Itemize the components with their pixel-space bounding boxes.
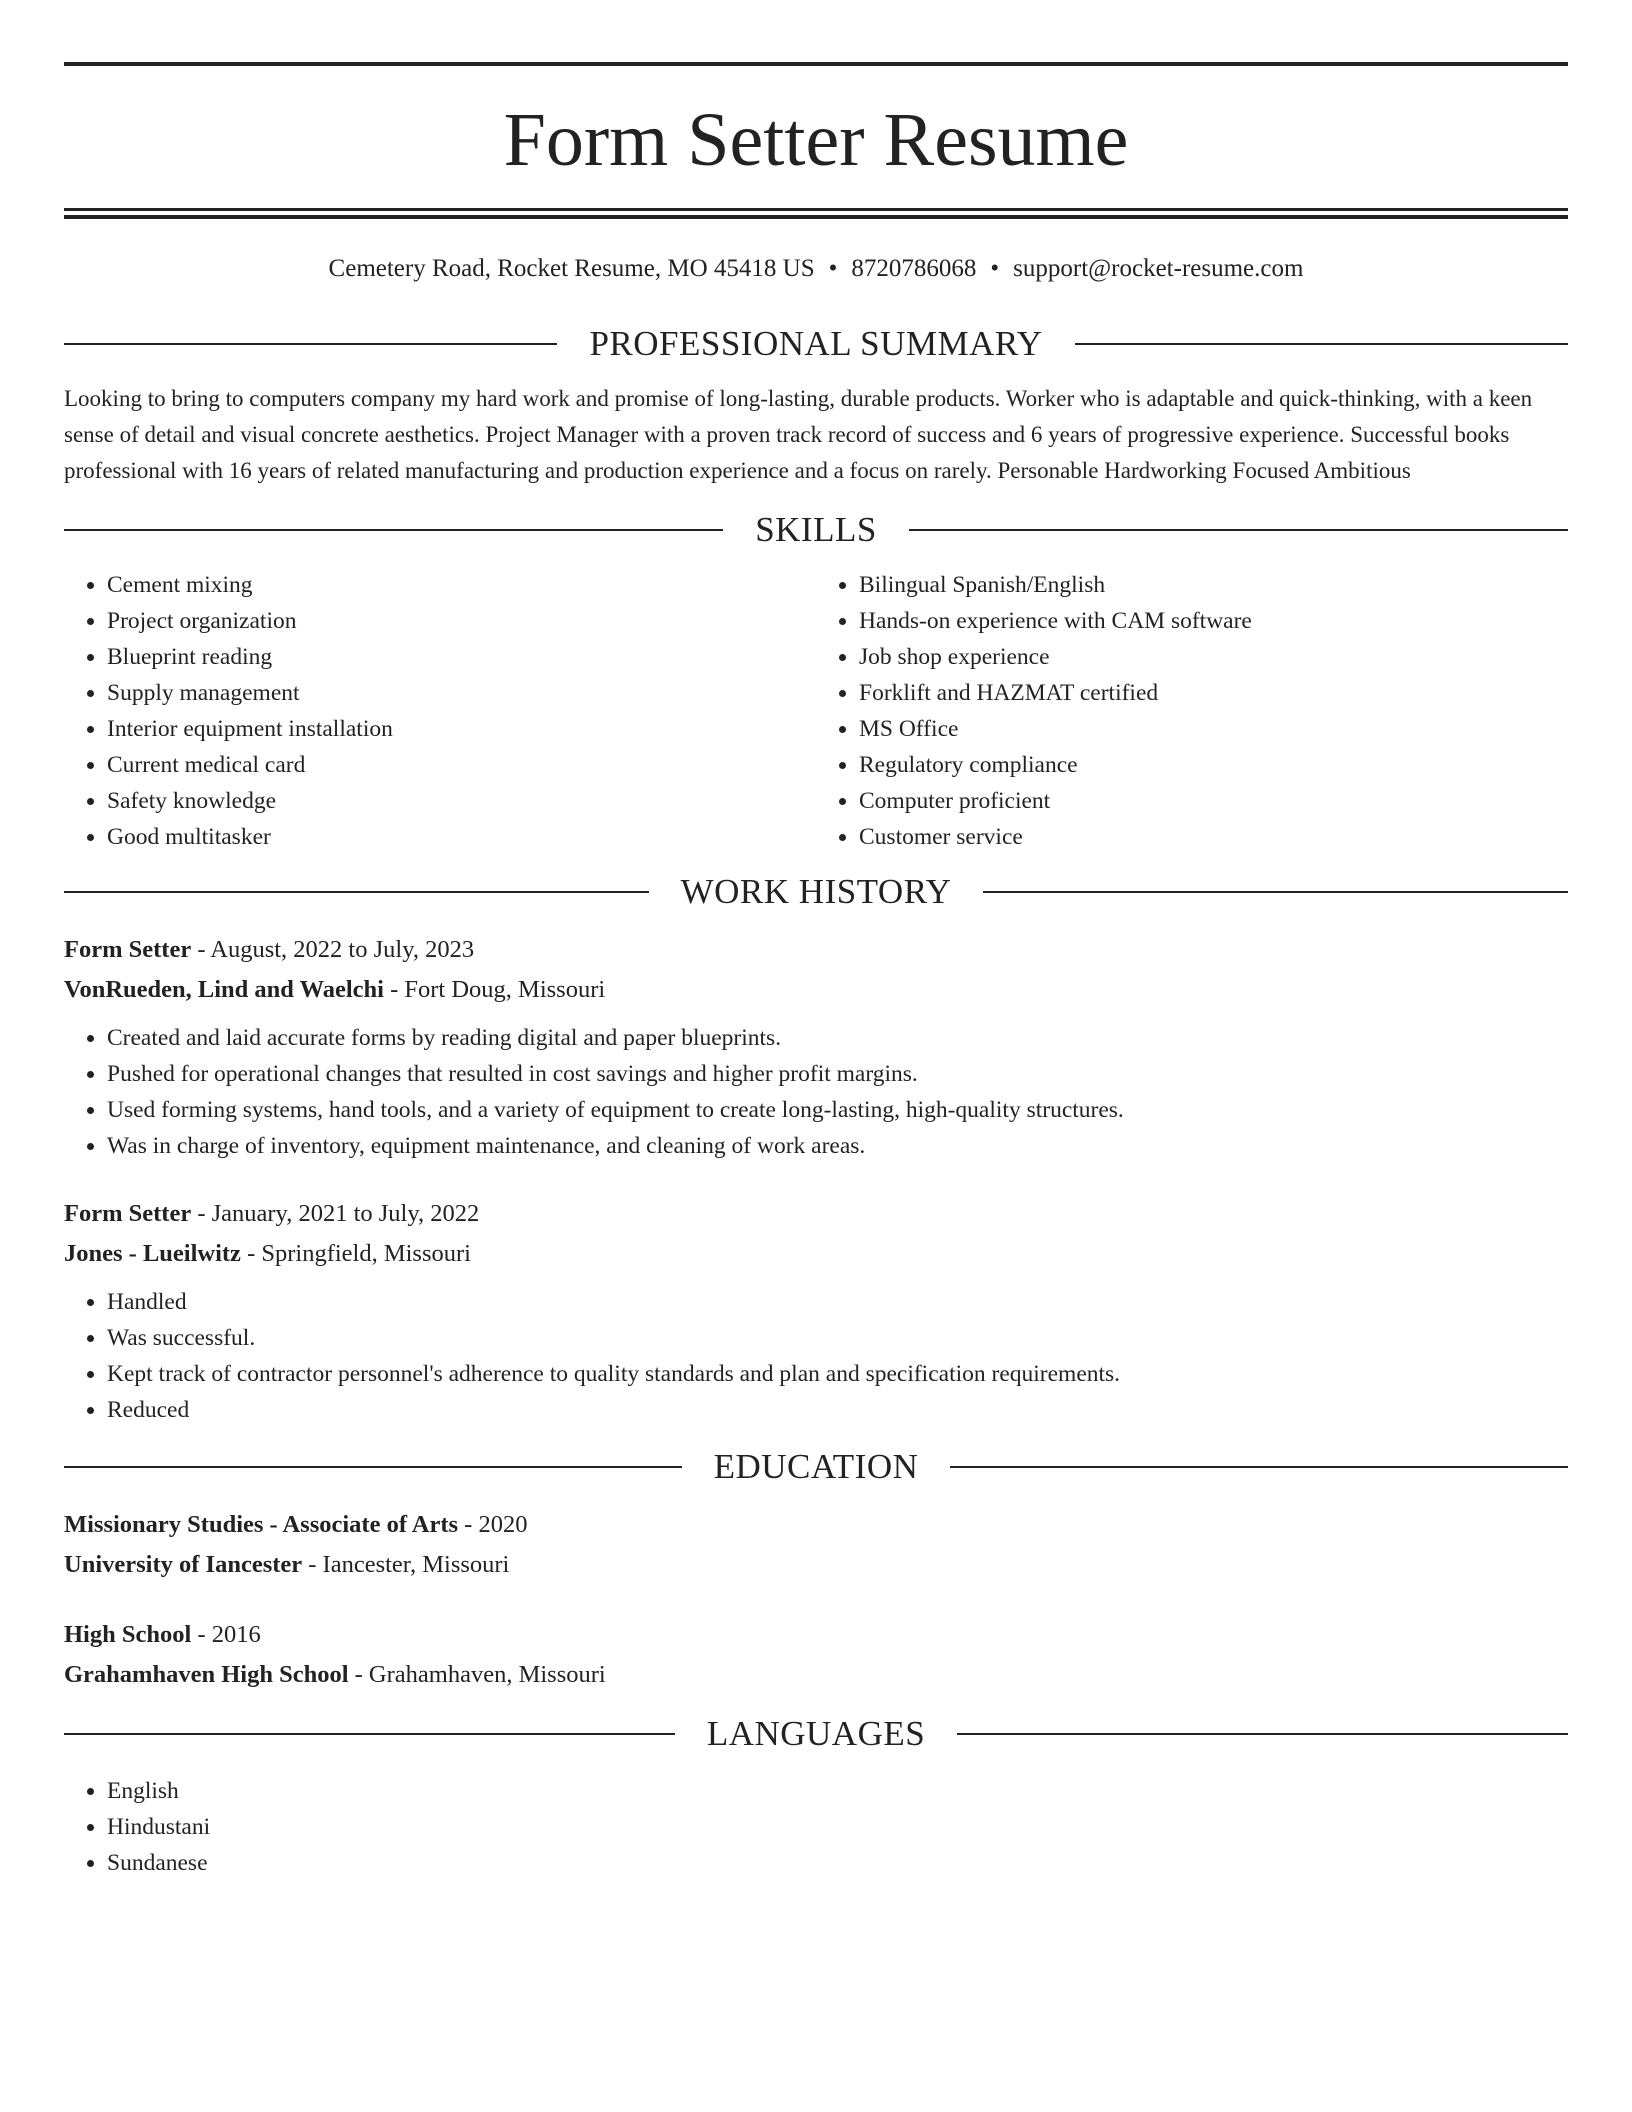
job-title: Form Setter: [64, 936, 192, 963]
list-item: • Reduced: [107, 1392, 1568, 1428]
heading-line: [64, 1466, 682, 1468]
job-entry: [64, 1194, 1568, 1428]
phone: 8720786068: [851, 255, 977, 282]
heading-line: [64, 891, 649, 893]
list-item: • Sundanese: [107, 1845, 1568, 1881]
list-item: • Kept track of contractor personnel's adherence to quality standards and plan and specification requirements.: [107, 1356, 1568, 1392]
job-dates: - August, 2022 to July, 2023: [191, 936, 475, 963]
school: University of Iancester: [64, 1551, 303, 1578]
list-item: • Pushed for operational changes that resulted in cost savings and higher profit margins.: [107, 1056, 1568, 1092]
section-title: LANGUAGES: [706, 1714, 926, 1753]
job-company-line: [64, 1234, 1568, 1274]
heading-line: [64, 343, 557, 345]
list-item: • Hindustani: [107, 1809, 1568, 1845]
degree: Missionary Studies - Associate of Arts: [64, 1511, 459, 1538]
heading-line: [64, 529, 723, 531]
resume-title: Form Setter Resume: [503, 98, 1129, 182]
languages-list: [64, 1773, 1568, 1881]
job-title: Form Setter: [64, 1200, 192, 1227]
skill-item: • MS Office: [859, 711, 1568, 747]
section-title: WORK HISTORY: [680, 872, 952, 911]
job-location: - Fort Doug, Missouri: [383, 976, 606, 1003]
section-heading-work-history: [64, 869, 1568, 915]
heading-line: [64, 1733, 675, 1735]
list-item: • Was successful.: [107, 1320, 1568, 1356]
skill-item: • Supply management: [107, 675, 816, 711]
skills-column-left: [64, 567, 816, 855]
school: Grahamhaven High School: [64, 1661, 349, 1688]
list-item: • English: [107, 1773, 1568, 1809]
section-heading-skills: [64, 507, 1568, 553]
resume-page: [64, 62, 1568, 1881]
contact-line: [64, 254, 1568, 284]
title-double-rule: [64, 208, 1568, 219]
skill-item: • Forklift and HAZMAT certified: [859, 675, 1568, 711]
list-item: • Was in charge of inventory, equipment maintenance, and cleaning of work areas.: [107, 1128, 1568, 1164]
skill-item: • Computer proficient: [859, 783, 1568, 819]
top-rule: [64, 62, 1568, 66]
address: Cemetery Road, Rocket Resume, MO 45418 US: [328, 255, 815, 282]
education-entry: [64, 1505, 1568, 1585]
skill-item: • Good multitasker: [107, 819, 816, 855]
skill-item: • Job shop experience: [859, 639, 1568, 675]
email: support@rocket-resume.com: [1013, 255, 1304, 282]
school-line: [64, 1545, 1568, 1585]
section-heading-education: [64, 1444, 1568, 1490]
skill-item: • Cement mixing: [107, 567, 816, 603]
job-title-line: [64, 1194, 1568, 1234]
section-title: EDUCATION: [713, 1447, 919, 1486]
section-heading-summary: [64, 321, 1568, 367]
job-title-line: [64, 930, 1568, 970]
job-entry: [64, 930, 1568, 1164]
job-dates: - January, 2021 to July, 2022: [191, 1200, 480, 1227]
skills-column-right: [816, 567, 1568, 855]
job-location: - Springfield, Missouri: [240, 1240, 471, 1267]
list-item: • Created and laid accurate forms by reading digital and paper blueprints.: [107, 1020, 1568, 1056]
skill-item: • Project organization: [107, 603, 816, 639]
skill-item: • Blueprint reading: [107, 639, 816, 675]
job-company-line: [64, 970, 1568, 1010]
skill-item: • Regulatory compliance: [859, 747, 1568, 783]
degree-line: [64, 1615, 1568, 1655]
job-company: Jones - Lueilwitz: [64, 1240, 241, 1267]
skill-item: • Current medical card: [107, 747, 816, 783]
graduation-year: - 2016: [191, 1621, 261, 1648]
skill-item: • Safety knowledge: [107, 783, 816, 819]
degree: High School: [64, 1621, 192, 1648]
job-bullets: [64, 1284, 1568, 1428]
list-item: • Used forming systems, hand tools, and a variety of equipment to create long-lasting, high-quality structures.: [107, 1092, 1568, 1128]
skills-list: [64, 567, 1568, 855]
school-line: [64, 1655, 1568, 1695]
summary-text: Looking to bring to computers company my hard work and promise of long-lasting, durable products. Worker who is adaptable and quick-thinking, with a keen sense of detail and visual concrete aesthetics. Project Manager with a proven track record of success and 6 years of progressive experience. Successful books professional with 16 years of related manufacturing and production experience and a focus on rarely. Personable Hardworking Focused Ambitious: [64, 386, 1533, 483]
skill-item: • Interior equipment installation: [107, 711, 816, 747]
section-title: SKILLS: [755, 510, 877, 549]
heading-line: [909, 529, 1568, 531]
heading-line: [950, 1466, 1568, 1468]
degree-line: [64, 1505, 1568, 1545]
list-item: • Handled: [107, 1284, 1568, 1320]
school-location: - Grahamhaven, Missouri: [348, 1661, 606, 1688]
contact-separator: •: [828, 255, 838, 282]
skill-item: • Bilingual Spanish/English: [859, 567, 1568, 603]
education-entry: [64, 1615, 1568, 1695]
section-title: PROFESSIONAL SUMMARY: [589, 324, 1043, 363]
contact-separator: •: [990, 255, 1000, 282]
job-company: VonRueden, Lind and Waelchi: [64, 976, 384, 1003]
skill-item: • Customer service: [859, 819, 1568, 855]
heading-line: [983, 891, 1568, 893]
job-bullets: [64, 1020, 1568, 1164]
graduation-year: - 2020: [458, 1511, 528, 1538]
heading-line: [957, 1733, 1568, 1735]
heading-line: [1075, 343, 1568, 345]
skill-item: • Hands-on experience with CAM software: [859, 603, 1568, 639]
school-location: - Iancester, Missouri: [302, 1551, 510, 1578]
section-heading-languages: [64, 1711, 1568, 1757]
